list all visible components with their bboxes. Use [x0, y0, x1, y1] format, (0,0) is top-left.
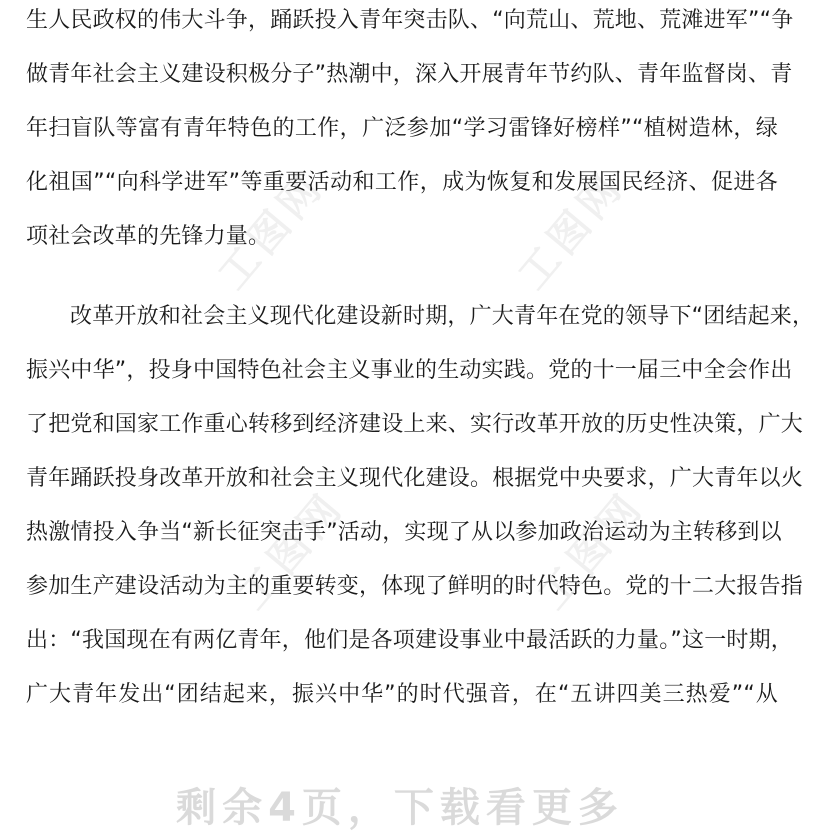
text-line: 做青年社会主义建设积极分子”热潮中，深入开展青年节约队、青年监督岗、青	[26, 62, 793, 87]
paragraph-2	[26, 290, 814, 722]
text-line: 年扫盲队等富有青年特色的工作，广泛参加“学习雷锋好榜样”“植树造林，绿	[26, 116, 778, 141]
text-line: 生人民政权的伟大斗争，踊跃投入青年突击队、“向荒山、荒地、荒滩进军”“争	[26, 8, 794, 33]
text-line: 热激情投入争当“新长征突击手”活动，实现了从以参加政治运动为主转移到以	[26, 520, 782, 545]
watermark: 工图网	[509, 163, 634, 299]
text-line: 广大青年发出“团结起来，振兴中华”的时代强音，在“五讲四美三热爱”“从	[26, 682, 778, 707]
watermark: 工图网	[229, 483, 354, 619]
paragraph-1	[26, 0, 794, 264]
text-line: 化祖国”“向科学进军”等重要活动和工作，成为恢复和发展国民经济、促进各	[26, 170, 778, 195]
text-line: 了把党和国家工作重心转移到经济建设上来、实行改革开放的历史性决策，广大	[26, 412, 804, 437]
text-line: 振兴中华”，投身中国特色社会主义事业的生动实践。党的十一届三中全会作出	[26, 358, 793, 383]
text-line: 项社会改革的先锋力量。	[26, 224, 271, 249]
text-line: 青年踊跃投身改革开放和社会主义现代化建设。根据党中央要求，广大青年以火	[26, 466, 804, 491]
download-more-banner[interactable]: 剩余4页，下载看更多	[176, 785, 624, 831]
watermark: 工图网	[529, 483, 654, 619]
watermark: 工图网	[209, 163, 334, 299]
text-line: 出：“我国现在有两亿青年，他们是各项建设事业中最活跃的力量。”这一时期，	[26, 628, 793, 653]
text-line: 参加生产建设活动为主的重要转变，体现了鲜明的时代特色。党的十二大报告指	[26, 574, 804, 599]
text-line: 改革开放和社会主义现代化建设新时期，广大青年在党的领导下“团结起来，	[70, 304, 814, 329]
